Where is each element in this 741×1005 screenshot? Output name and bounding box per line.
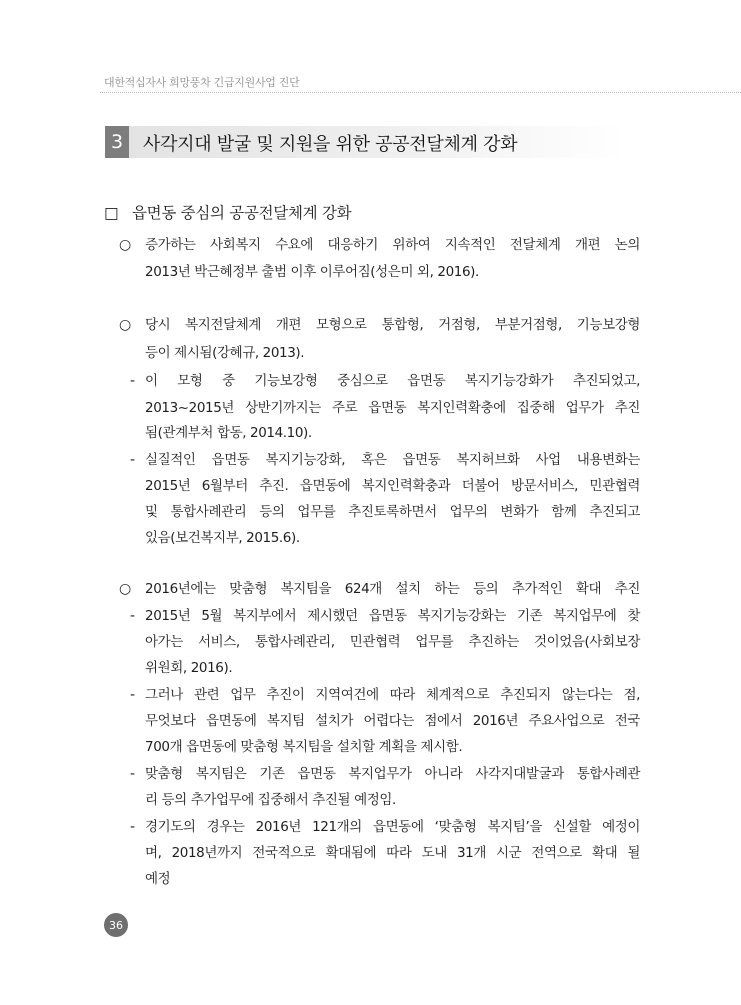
header-rule (100, 92, 741, 93)
subheading-text: 읍면동 중심의 공공전달체계 강화 (132, 204, 352, 222)
paragraph-line: 2013~2015년 상반기까지는 주로 읍면동 복지인력확충에 집중해 업무가 추진 (145, 400, 640, 416)
dash-marker: - (130, 687, 136, 703)
running-header: 대한적십자사 희망풍차 긴급지원사업 진단 (104, 76, 300, 89)
page-number: 36 (104, 913, 128, 937)
dash-marker: - (130, 373, 136, 389)
paragraph-line: 실질적인 읍면동 복지기능강화, 혹은 읍면동 복지허브화 사업 내용변화는 (145, 452, 641, 468)
paragraph-line: 2015년 6월부터 추진. 읍면동에 복지인력확충과 더불어 방문서비스, 민관협력 (145, 478, 640, 494)
paragraph-line: 2016년에는 맞춤형 복지팀을 624개 설치 하는 등의 추가적인 확대 추진 (145, 581, 640, 597)
paragraph-line: 위원회, 2016). (145, 660, 233, 676)
paragraph-line: 경기도의 경우는 2016년 121개의 읍면동에 ‘맞춤형 복지팀’을 신설할 예정이 (145, 819, 640, 835)
paragraph-line: 있음(보건복지부, 2015.6). (145, 530, 300, 546)
paragraph-line: 아가는 서비스, 통합사례관리, 민관협력 업무를 추진하는 것이었음(사회보장 (145, 634, 640, 650)
paragraph-line: 2013년 박근혜정부 출범 이후 이루어짐(성은미 외, 2016). (145, 264, 479, 280)
section-title: 사각지대 발굴 및 지원을 위한 공공전달체계 강화 (143, 134, 518, 155)
paragraph-line: 이 모형 중 기능보강형 중심으로 읍면동 복지기능강화가 추진되었고, (145, 373, 640, 389)
paragraph-line: 및 통합사례관리 등의 업무를 추진토록하면서 업무의 변화가 함께 추진되고 (145, 504, 640, 520)
paragraph-line: 당시 복지전달체계 개편 모형으로 통합형, 거점형, 부분거점형, 기능보강형 (145, 317, 640, 333)
dash-marker: - (130, 452, 136, 468)
square-marker: □ (104, 204, 119, 222)
paragraph-line: 700개 읍면동에 맞춤형 복지팀을 설치할 계획을 제시함. (145, 739, 463, 755)
circle-bullet: ○ (119, 581, 132, 597)
paragraph-line: 증가하는 사회복지 수요에 대응하기 위하여 지속적인 전달체계 개편 논의 (145, 237, 640, 253)
circle-bullet: ○ (119, 317, 132, 333)
paragraph-line: 됨(관계부처 합동, 2014.10). (145, 425, 312, 441)
circle-bullet: ○ (119, 237, 132, 253)
paragraph-line: 무엇보다 읍면동에 복지팀 설치가 어렵다는 점에서 2016년 주요사업으로 전국 (145, 713, 640, 729)
paragraph-line: 예정 (145, 871, 171, 887)
paragraph-line: 2015년 5월 복지부에서 제시했던 읍면동 복지기능강화는 기존 복지업무에 찾 (145, 608, 640, 624)
paragraph-line: 며, 2018년까지 전국적으로 확대됨에 따라 도내 31개 시군 전역으로 확대 될 (145, 845, 640, 861)
paragraph-line: 그러나 관련 업무 추진이 지역여건에 따라 체계적으로 추진되지 않는다는 점, (145, 687, 640, 703)
dash-marker: - (130, 819, 136, 835)
paragraph-line: 등이 제시됨(강혜규, 2013). (145, 345, 305, 361)
dash-marker: - (130, 766, 136, 782)
paragraph-line: 리 등의 추가업무에 집중해서 추진될 예정임. (145, 792, 396, 808)
section-number: 3 (105, 126, 129, 158)
dash-marker: - (130, 608, 136, 624)
paragraph-line: 맞춤형 복지팀은 기존 읍면동 복지업무가 아니라 사각지대발굴과 통합사례관 (145, 766, 640, 782)
